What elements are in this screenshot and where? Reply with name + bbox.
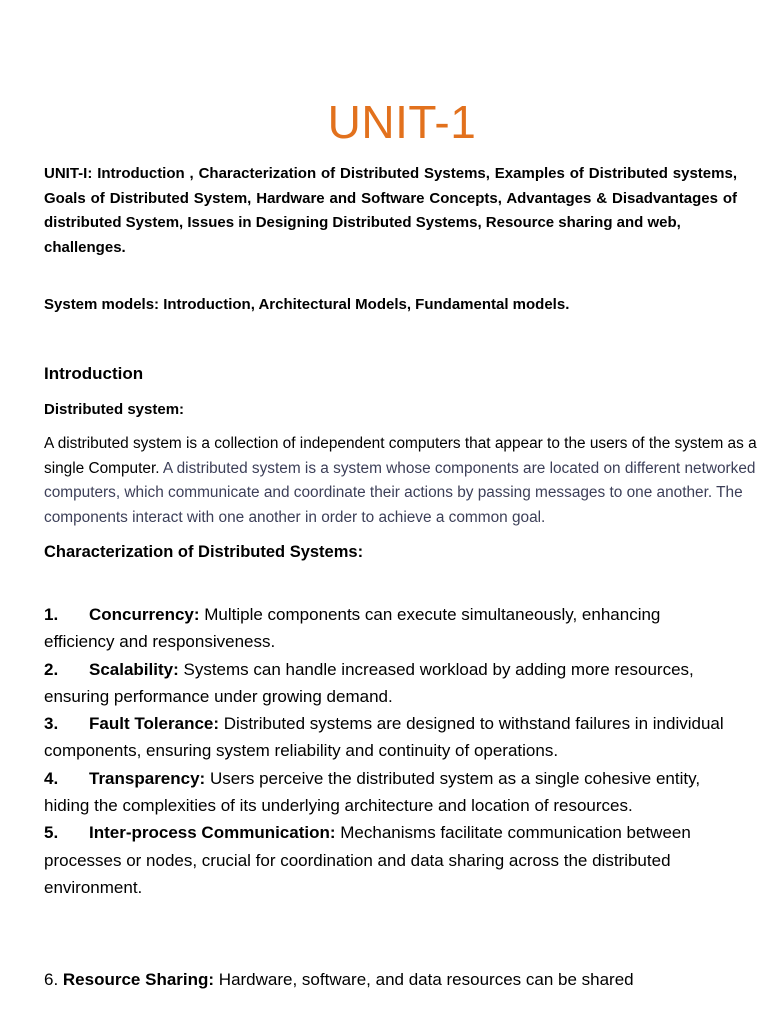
item-number: 1. bbox=[44, 605, 59, 624]
item-number: 3. bbox=[44, 714, 59, 734]
item-text: Mechanisms facilitate communication between processes or nodes, crucial for coordination and data sharing across the distributed environment. bbox=[44, 823, 691, 897]
item-label: Inter-process Communication: bbox=[89, 823, 336, 843]
item-text: Hardware, software, and data resources can be shared bbox=[214, 970, 634, 989]
system-models-line: System models: Introduction, Architectural Models, Fundamental models. bbox=[44, 296, 570, 313]
syllabus-summary bbox=[44, 162, 737, 260]
list-item bbox=[44, 765, 734, 820]
characterization-heading: Characterization of Distributed Systems: bbox=[44, 543, 364, 561]
item-text: Distributed systems are designed to withstand failures in individual components, ensuring system reliability and continuity of operations. bbox=[44, 714, 724, 761]
list-item bbox=[44, 710, 734, 765]
list-item bbox=[44, 601, 734, 656]
introduction-heading: Introduction bbox=[44, 364, 144, 383]
syllabus-text: UNIT-I: Introduction , Characterization of Distributed Systems, Examples of Distributed systems, Goals of Distributed System, Hardware and Software Concepts, Advantages & Disadvantages of distributed System, Issues in Designing Distributed Systems, Resource sharing and web, bbox=[44, 165, 737, 231]
item-label: Concurrency: bbox=[89, 605, 200, 624]
item-text: Multiple components can execute simultaneously, enhancing efficiency and responsiveness. bbox=[44, 605, 661, 652]
item-number: 5. bbox=[44, 823, 59, 843]
syllabus-tail: challenges. bbox=[44, 238, 126, 256]
list-item bbox=[44, 656, 734, 711]
item-text: Systems can handle increased workload by adding more resources, ensuring performance under growing demand. bbox=[44, 659, 694, 706]
page-title: UNIT-1 bbox=[327, 96, 477, 148]
item-text: Users perceive the distributed system as a single cohesive entity, hiding the complexities of its underlying architecture and location of resources. bbox=[44, 768, 701, 816]
item-number: 4. bbox=[44, 768, 59, 788]
item-number: 6. bbox=[44, 970, 63, 989]
item-label: Fault Tolerance: bbox=[89, 714, 220, 734]
intro-paragraph bbox=[44, 432, 768, 530]
list-item bbox=[44, 819, 734, 901]
item-label: Scalability: bbox=[89, 659, 179, 679]
item-number: 2. bbox=[44, 659, 59, 679]
item-label: Resource Sharing: bbox=[62, 970, 215, 989]
list-item-resource-sharing bbox=[44, 966, 734, 993]
item-label: Transparency: bbox=[89, 768, 206, 788]
characteristics-list bbox=[44, 601, 734, 901]
distributed-system-heading: Distributed system: bbox=[44, 401, 185, 418]
intro-paragraph-part1: A distributed system is a collection of independent computers that appear to the users of the system as a single Computer. bbox=[44, 435, 757, 477]
intro-paragraph-part2: A distributed system is a system whose components are located on different networked computers, which communicate and coordinate their actions by passing messages to one another. The components interact with one another in order to achieve a common goal. bbox=[44, 459, 756, 526]
